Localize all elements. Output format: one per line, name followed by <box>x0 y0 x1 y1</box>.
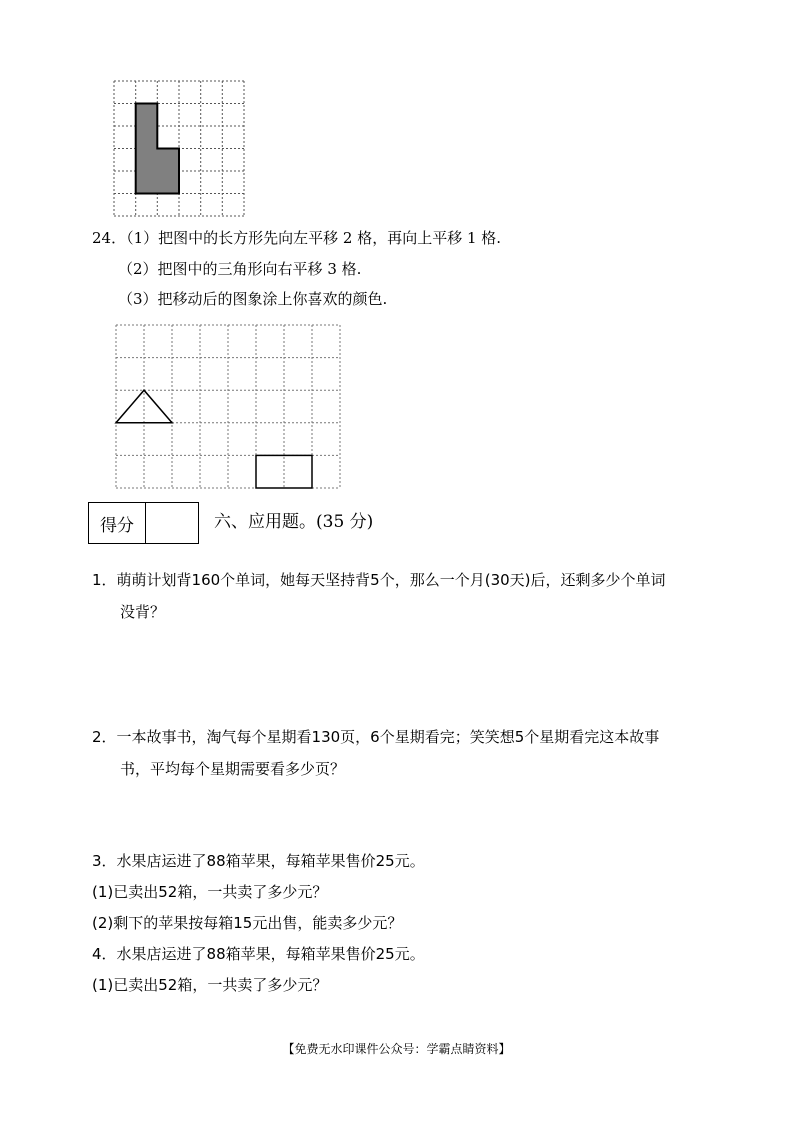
problem1-line1: 1．萌萌计划背160个单词，她每天坚持背5个，那么一个月(30天)后，还剩多少个单词 <box>92 571 666 589</box>
q24-number: 24． <box>92 229 127 247</box>
q24-line2: （2）把图中的三角形向右平移 3 格. <box>118 260 362 278</box>
problem4-sub1: (1)已卖出52箱，一共卖了多少元？ <box>92 976 328 994</box>
l-shape <box>136 104 179 194</box>
problem3-sub1: (1)已卖出52箱，一共卖了多少元？ <box>92 883 328 901</box>
section6-title: 六、应用题。(35 分) <box>214 512 374 532</box>
problem4-line1: 4．水果店运进了88箱苹果，每箱苹果售价25元。 <box>92 945 425 963</box>
problem1-line2: 没背？ <box>120 603 166 621</box>
q24-line1-text: （1）把图中的长方形先向左平移 2 格，再向上平移 1 格. <box>126 229 502 247</box>
footer-text: 【免费无水印课件公众号：学霸点睛资料】 <box>282 1042 511 1056</box>
translation-grid <box>116 325 340 488</box>
problem3-line1: 3．水果店运进了88箱苹果，每箱苹果售价25元。 <box>92 852 425 870</box>
problem3-sub2: (2)剩下的苹果按每箱15元出售，能卖多少元？ <box>92 914 403 932</box>
score-box <box>88 502 199 544</box>
score-blank[interactable] <box>146 503 198 543</box>
q24-line3: （3）把移动后的图象涂上你喜欢的颜色. <box>118 290 388 308</box>
q24-line1 <box>92 228 501 248</box>
problem2-line2: 书，平均每个星期需要看多少页？ <box>120 760 346 778</box>
l-shape-grid <box>114 81 244 216</box>
rectangle-shape <box>256 455 312 488</box>
problem2-line1: 2．一本故事书，淘气每个星期看130页，6个星期看完；笑笑想5个星期看完这本故事 <box>92 728 660 746</box>
score-label: 得分 <box>89 503 146 543</box>
